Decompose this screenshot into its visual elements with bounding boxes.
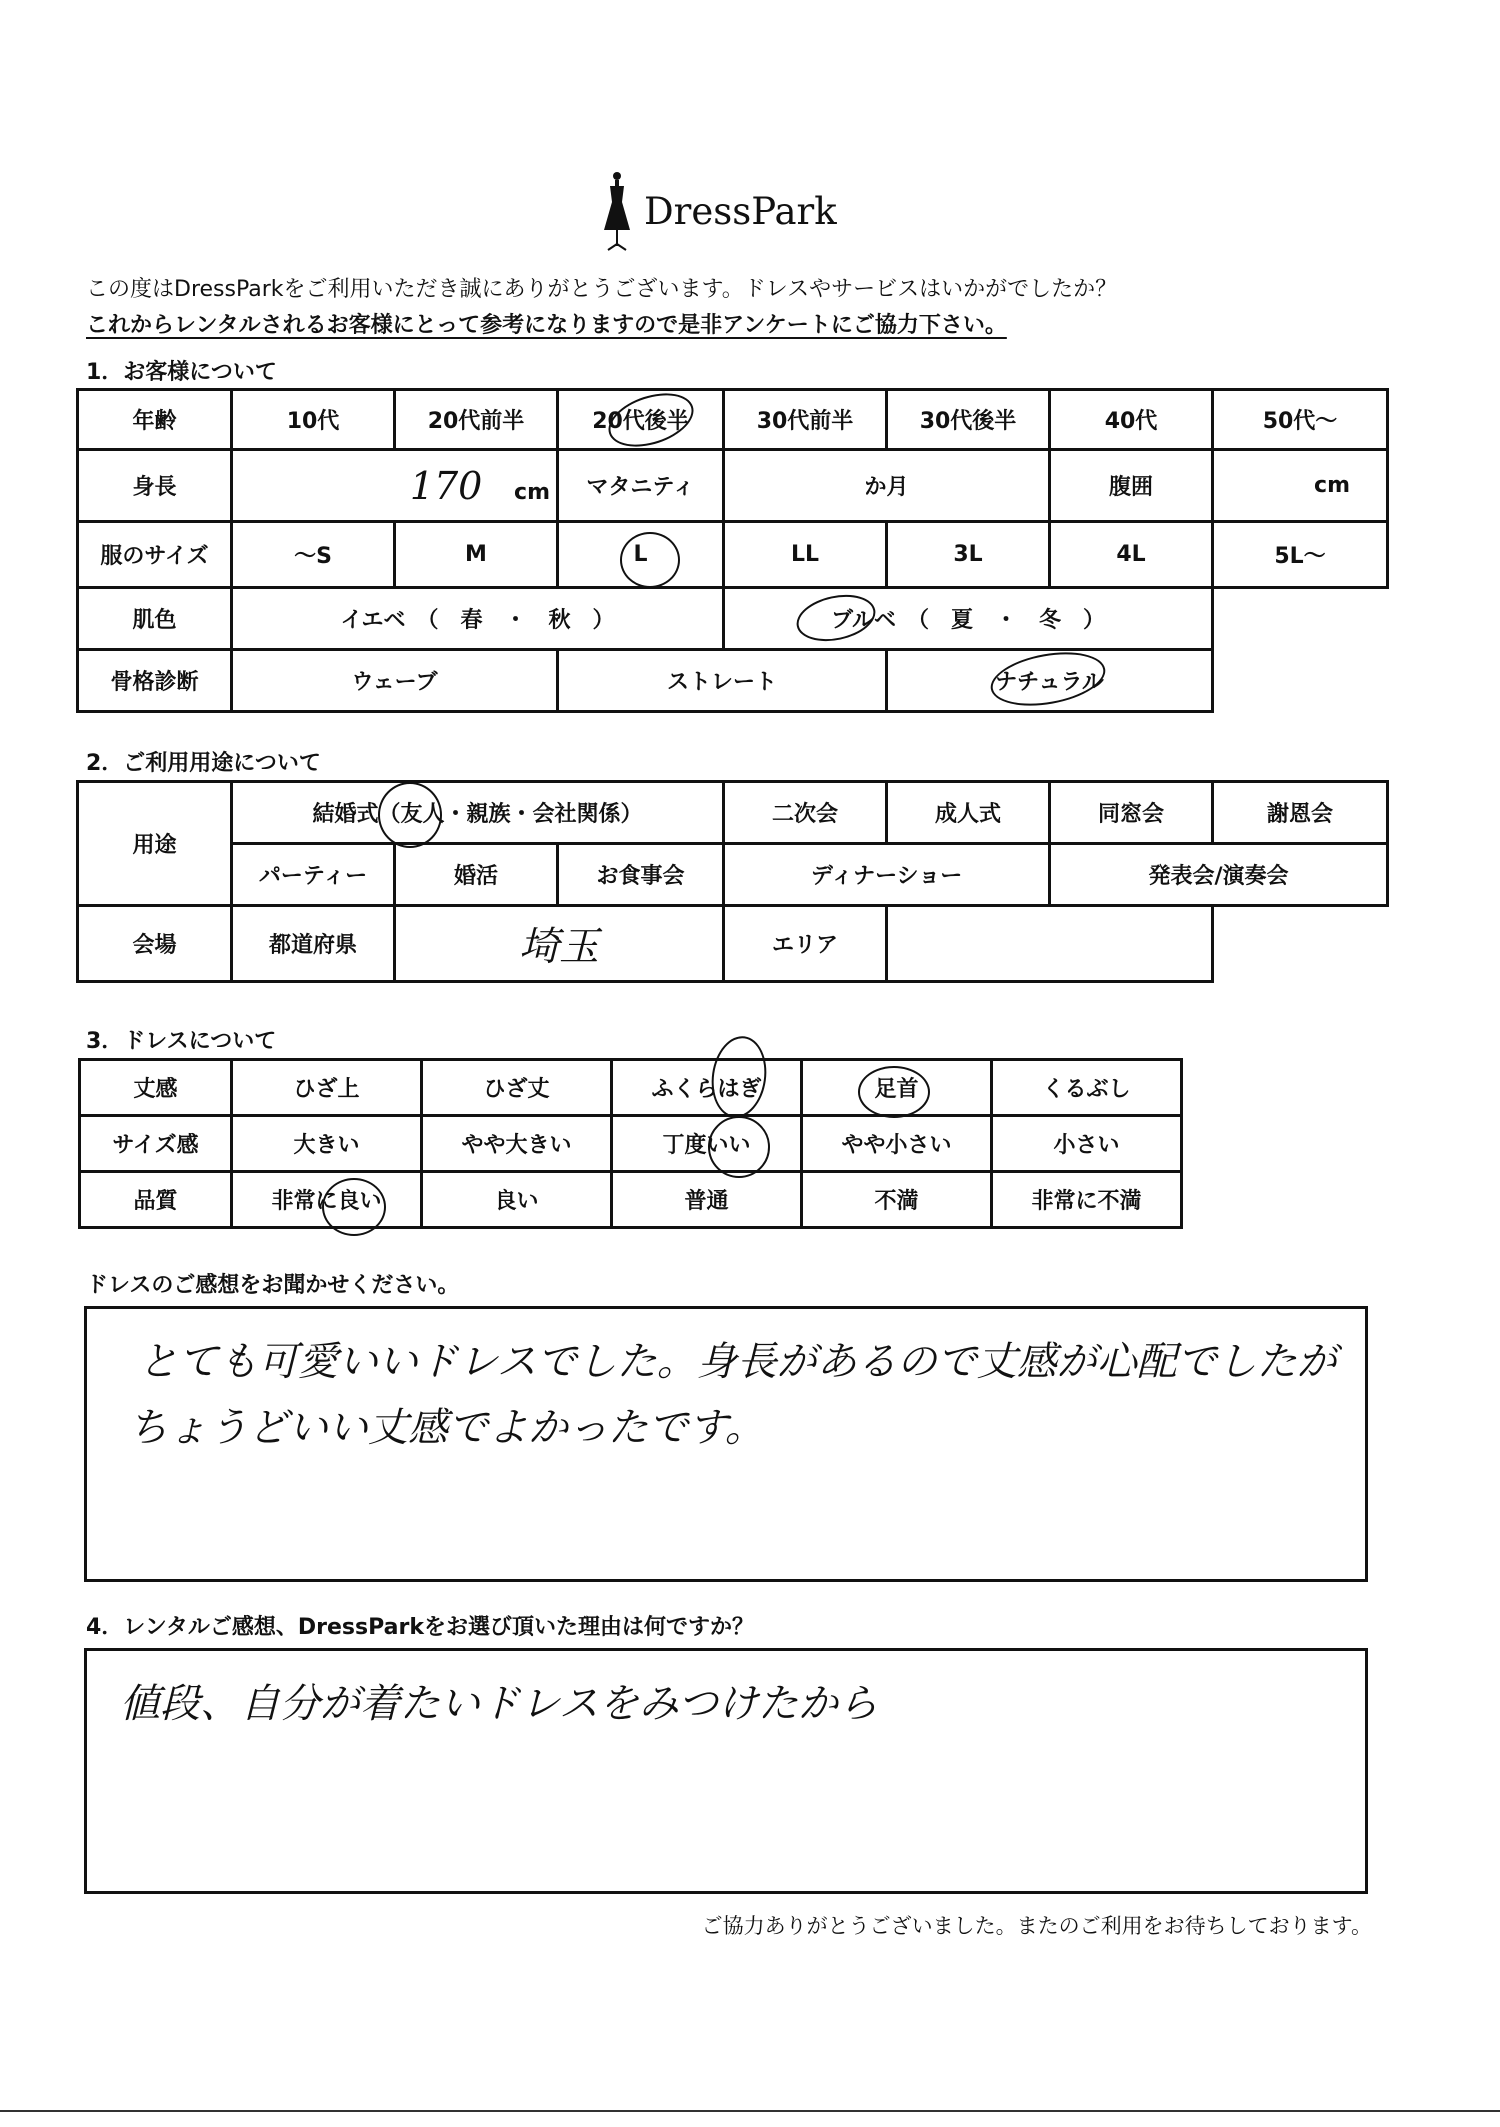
length-option[interactable]: ひざ丈 bbox=[422, 1060, 612, 1116]
skin-row bbox=[78, 588, 1388, 650]
fit-label: サイズ感 bbox=[80, 1116, 232, 1172]
section1-heading: 1．お客様について bbox=[86, 360, 277, 385]
length-label: 丈感 bbox=[80, 1060, 232, 1116]
fit-option[interactable]: 大きい bbox=[232, 1116, 422, 1172]
age-option[interactable]: 10代 bbox=[232, 390, 395, 450]
purpose-option[interactable]: 発表会/演奏会 bbox=[1050, 844, 1388, 906]
selection-mark bbox=[378, 782, 442, 848]
purpose-option[interactable]: お食事会 bbox=[558, 844, 724, 906]
impressions-line1: とても可愛いいドレスでした。身長があるので丈感が心配でしたが bbox=[138, 1339, 1337, 1385]
venue-label: 会場 bbox=[78, 906, 232, 982]
quality-option[interactable]: 普通 bbox=[612, 1172, 802, 1228]
quality-option[interactable]: 不満 bbox=[802, 1172, 992, 1228]
waist-label: 腹囲 bbox=[1050, 450, 1213, 522]
age-option[interactable]: 30代前半 bbox=[724, 390, 887, 450]
purpose-option[interactable]: 成人式 bbox=[887, 782, 1050, 844]
height-unit: cm bbox=[514, 479, 550, 505]
quality-option[interactable]: 良い bbox=[422, 1172, 612, 1228]
section4-heading: 4．レンタルご感想、DressParkをお選び頂いた理由は何ですか？ bbox=[86, 1615, 754, 1640]
dress-table bbox=[78, 1058, 1183, 1229]
fit-option[interactable]: やや大きい bbox=[422, 1116, 612, 1172]
size-row bbox=[78, 522, 1388, 588]
purpose-option[interactable]: ディナーショー bbox=[724, 844, 1050, 906]
skin-option-blue[interactable]: ブルベ （ 夏 ・ 冬 ） bbox=[724, 588, 1213, 650]
prefecture-label: 都道府県 bbox=[232, 906, 395, 982]
fit-option[interactable]: やや小さい bbox=[802, 1116, 992, 1172]
purpose-option[interactable]: 二次会 bbox=[724, 782, 887, 844]
length-option[interactable]: ふくらはぎ bbox=[612, 1060, 802, 1116]
prefecture-value: 埼玉 bbox=[519, 924, 599, 970]
section2-heading: 2．ご利用用途について bbox=[86, 751, 321, 776]
size-option[interactable]: M bbox=[395, 522, 558, 588]
purpose-option[interactable]: 同窓会 bbox=[1050, 782, 1213, 844]
size-option[interactable]: 5L～ bbox=[1213, 522, 1388, 588]
size-option[interactable]: LL bbox=[724, 522, 887, 588]
usage-table bbox=[76, 780, 1389, 983]
customer-table bbox=[76, 388, 1389, 713]
size-option[interactable]: 3L bbox=[887, 522, 1050, 588]
age-option[interactable]: 40代 bbox=[1050, 390, 1213, 450]
age-option[interactable]: 20代後半 bbox=[558, 390, 724, 450]
age-option[interactable]: 30代後半 bbox=[887, 390, 1050, 450]
brand-name: DressPark bbox=[644, 190, 837, 233]
size-option[interactable]: L bbox=[558, 522, 724, 588]
reason-answer: 値段、自分が着たいドレスをみつけたから bbox=[120, 1681, 878, 1727]
skin-option-yellow[interactable]: イエベ （ 春 ・ 秋 ） bbox=[232, 588, 724, 650]
brand-logo bbox=[600, 168, 860, 258]
age-option[interactable]: 50代～ bbox=[1213, 390, 1388, 450]
height-value: 170 bbox=[409, 463, 483, 508]
intro-request: これからレンタルされるお客様にとって参考になりますので是非アンケートにご協力下さい。 bbox=[86, 313, 1007, 338]
selection-mark bbox=[708, 1116, 770, 1178]
intro-text: この度はDressParkをご利用いただき誠にありがとうございます。ドレスやサービスはいかがでしたか？ bbox=[86, 277, 1118, 302]
section3-heading: 3．ドレスについて bbox=[86, 1029, 277, 1054]
quality-option[interactable]: 非常に良い bbox=[232, 1172, 422, 1228]
maternity-unit: か月 bbox=[864, 475, 909, 500]
prefecture-field[interactable] bbox=[395, 906, 724, 982]
quality-option[interactable]: 非常に不満 bbox=[992, 1172, 1182, 1228]
page-edge-line bbox=[0, 2110, 1500, 2112]
frame-option[interactable]: ナチュラル bbox=[887, 650, 1213, 712]
fit-option[interactable]: 丁度いい bbox=[612, 1116, 802, 1172]
length-option[interactable]: くるぶし bbox=[992, 1060, 1182, 1116]
purpose-option[interactable]: 婚活 bbox=[395, 844, 558, 906]
length-option[interactable]: 足首 bbox=[802, 1060, 992, 1116]
size-option[interactable]: 4L bbox=[1050, 522, 1213, 588]
area-field[interactable] bbox=[887, 906, 1213, 982]
height-field[interactable] bbox=[232, 450, 558, 522]
thanks-text: ご協力ありがとうございました。またのご利用をお待ちしております。 bbox=[701, 1914, 1372, 1938]
skin-label: 肌色 bbox=[78, 588, 232, 650]
impressions-heading: ドレスのご感想をお聞かせください。 bbox=[86, 1273, 460, 1298]
size-option[interactable]: ～S bbox=[232, 522, 395, 588]
age-label: 年齢 bbox=[78, 390, 232, 450]
maternity-label: マタニティ bbox=[558, 450, 724, 522]
size-label: 服のサイズ bbox=[78, 522, 232, 588]
impressions-line2: ちょうどいい丈感でよかったです。 bbox=[128, 1405, 765, 1451]
length-option[interactable]: ひざ上 bbox=[232, 1060, 422, 1116]
age-option[interactable]: 20代前半 bbox=[395, 390, 558, 450]
height-label: 身長 bbox=[78, 450, 232, 522]
fit-option[interactable]: 小さい bbox=[992, 1116, 1182, 1172]
selection-mark bbox=[322, 1178, 386, 1236]
purpose-wedding[interactable]: 結婚式（友人・親族・会社関係） bbox=[232, 782, 724, 844]
area-label: エリア bbox=[724, 906, 887, 982]
frame-option[interactable]: ウェーブ bbox=[232, 650, 558, 712]
frame-label: 骨格診断 bbox=[78, 650, 232, 712]
purpose-label: 用途 bbox=[78, 782, 232, 906]
height-row bbox=[78, 450, 1388, 522]
frame-option[interactable]: ストレート bbox=[558, 650, 887, 712]
dress-icon bbox=[600, 170, 634, 254]
selection-mark bbox=[620, 532, 680, 588]
selection-mark bbox=[858, 1066, 930, 1118]
purpose-option[interactable]: パーティー bbox=[232, 844, 395, 906]
quality-label: 品質 bbox=[80, 1172, 232, 1228]
purpose-option[interactable]: 謝恩会 bbox=[1213, 782, 1388, 844]
maternity-field[interactable] bbox=[724, 450, 1050, 522]
waist-field[interactable] bbox=[1213, 450, 1388, 522]
frame-row bbox=[78, 650, 1388, 712]
waist-unit: cm bbox=[1314, 473, 1350, 498]
age-row bbox=[78, 390, 1388, 450]
